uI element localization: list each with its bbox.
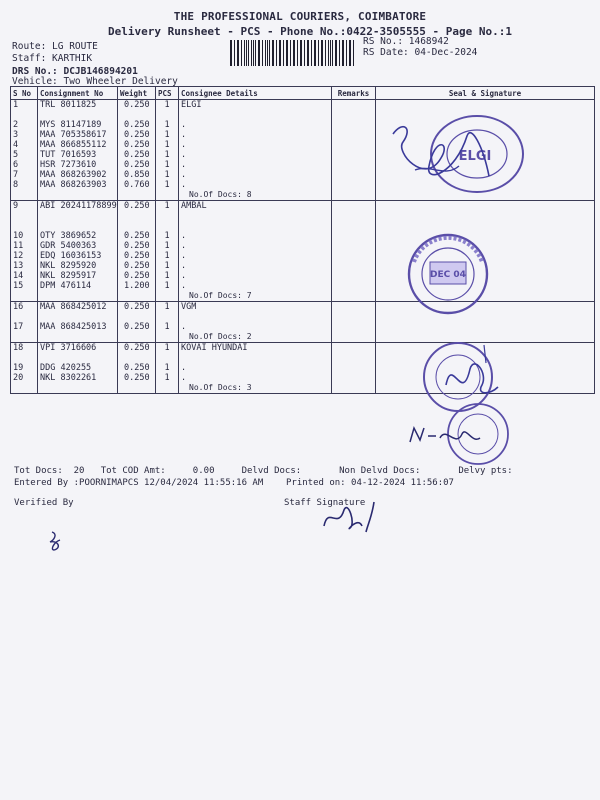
consignment-number: NKL 8295917 [40, 271, 97, 281]
weight-value: 0.250 [124, 100, 150, 110]
pcs-value: 1 [164, 150, 170, 160]
barcode-bar [237, 40, 238, 66]
serial-number: 19 [13, 363, 24, 373]
cell-pcs [156, 201, 179, 302]
pcs-value: 1 [164, 281, 170, 291]
barcode-bar [279, 40, 280, 66]
consignment-number: MAA 705358617 [40, 130, 107, 140]
serial-number: 1 [13, 100, 19, 110]
cell-remarks [332, 201, 376, 302]
col-remarks: Remarks [332, 87, 376, 100]
svg-text:DEC 04: DEC 04 [430, 270, 466, 280]
pcs-value: 1 [164, 241, 170, 251]
cell-consignee [179, 201, 332, 302]
consignment-number: MAA 868425012 [40, 302, 107, 312]
spacer [158, 221, 176, 231]
spacer [124, 312, 153, 322]
staff-signature-label: Staff Signature [284, 498, 366, 508]
spacer [124, 383, 153, 393]
consignment-number: DPM 476114 [40, 281, 92, 291]
consignee-dot: . [181, 373, 187, 383]
weight-value: 0.250 [124, 231, 150, 241]
rs-date: RS Date: 04-Dec-2024 [363, 47, 478, 58]
spacer [181, 110, 329, 120]
spacer [13, 383, 35, 393]
spacer [40, 291, 115, 301]
weight-value: 0.250 [124, 160, 150, 170]
serial-number: 11 [13, 241, 24, 251]
consignee-dot: . [181, 180, 187, 190]
serial-number: 15 [13, 281, 24, 291]
consignee-name: VGM [181, 302, 197, 312]
spacer [40, 383, 115, 393]
col-sno: S No [11, 87, 38, 100]
cell-consignee [179, 100, 332, 201]
spacer [13, 353, 35, 363]
svg-text:ELGI: ELGI [458, 149, 492, 164]
no-of-docs: No.Of Docs: 7 [189, 291, 252, 300]
weight-value: 0.250 [124, 271, 150, 281]
consignment-number: MAA 868263903 [40, 180, 107, 190]
pcs-value: 1 [164, 201, 170, 211]
cell-weight [118, 201, 156, 302]
spacer [40, 190, 115, 200]
spacer [158, 211, 176, 221]
consignee-name: KOVAI HYUNDAI [181, 343, 248, 353]
weight-value: 0.250 [124, 150, 150, 160]
weight-value: 0.250 [124, 201, 150, 211]
pcs-value: 1 [164, 251, 170, 261]
cell-pcs [156, 302, 179, 343]
cell-remarks [332, 302, 376, 343]
route-label: Route: LG ROUTE [12, 41, 98, 52]
consignment-number: OTY 3869652 [40, 231, 97, 241]
spacer [158, 312, 176, 322]
barcode-bar [343, 40, 344, 66]
serial-number: 6 [13, 160, 19, 170]
cell-weight [118, 302, 156, 343]
serial-number: 2 [13, 120, 19, 130]
pcs-value: 1 [164, 160, 170, 170]
pcs-value: 1 [164, 130, 170, 140]
pcs-value: 1 [164, 261, 170, 271]
barcode-bar [328, 40, 329, 66]
weight-value: 0.250 [124, 373, 150, 383]
consignee-dot: . [181, 150, 187, 160]
spacer [124, 291, 153, 301]
spacer [40, 211, 115, 221]
spacer [13, 211, 35, 221]
barcode [230, 40, 356, 66]
pcs-value: 1 [164, 231, 170, 241]
vehicle-label: Vehicle: Two Wheeler Delivery [12, 76, 178, 87]
weight-value: 0.250 [124, 120, 150, 130]
weight-value: 0.760 [124, 180, 150, 190]
consignee-dot: . [181, 170, 187, 180]
elgi-stamp-signature [385, 106, 535, 198]
spacer [13, 332, 35, 342]
consignee-dot: . [181, 160, 187, 170]
spacer [13, 110, 35, 120]
consignment-number: MAA 868425013 [40, 322, 107, 332]
weight-value: 0.250 [124, 322, 150, 332]
staff-label: Staff: KARTHIK [12, 53, 93, 64]
consignee-dot: . [181, 271, 187, 281]
consignee-name: ELGI [181, 100, 202, 110]
spacer [124, 221, 153, 231]
cell-weight [118, 100, 156, 201]
weight-value: 0.250 [124, 251, 150, 261]
consignment-number: MYS 81147189 [40, 120, 102, 130]
cell-pcs [156, 343, 179, 394]
verified-by-label: Verified By [14, 498, 74, 508]
cell-sno [11, 201, 38, 302]
col-weight: Weight [118, 87, 156, 100]
consignment-number: TRL 8011825 [40, 100, 97, 110]
spacer [124, 353, 153, 363]
spacer [13, 312, 35, 322]
staff-signature [316, 496, 386, 536]
consignee-dot: . [181, 322, 187, 332]
spacer [13, 221, 35, 231]
consignment-number: MAA 866855112 [40, 140, 107, 150]
barcode-bar [311, 40, 312, 66]
consignee-dot: . [181, 241, 187, 251]
pcs-value: 1 [164, 140, 170, 150]
col-seal: Seal & Signature [376, 87, 595, 100]
cell-cons [38, 302, 118, 343]
spacer [181, 221, 329, 231]
col-pcs: PCS [156, 87, 179, 100]
consignment-number: NKL 8302261 [40, 373, 97, 383]
consignment-number: VPI 3716606 [40, 343, 97, 353]
serial-number: 18 [13, 343, 24, 353]
rs-number: RS No.: 1468942 [363, 36, 449, 47]
drs-number: DRS No.: DCJB146894201 [12, 66, 138, 77]
spacer [40, 353, 115, 363]
serial-number: 16 [13, 302, 24, 312]
pcs-value: 1 [164, 302, 170, 312]
pcs-value: 1 [164, 271, 170, 281]
serial-number: 4 [13, 140, 19, 150]
consignee-dot: . [181, 251, 187, 261]
no-of-docs: No.Of Docs: 2 [189, 332, 252, 341]
col-consignee: Consignee Details [179, 87, 332, 100]
printed-on: Printed on: 04-12-2024 11:56:07 [286, 478, 454, 488]
consignment-number: NKL 8295920 [40, 261, 97, 271]
spacer [40, 110, 115, 120]
serial-number: 20 [13, 373, 24, 383]
serial-number: 12 [13, 251, 24, 261]
serial-number: 14 [13, 271, 24, 281]
pcs-value: 1 [164, 363, 170, 373]
cell-remarks [332, 343, 376, 394]
spacer [124, 332, 153, 342]
cell-sno [11, 343, 38, 394]
consignee-dot: . [181, 130, 187, 140]
weight-value: 0.250 [124, 343, 150, 353]
weight-value: 0.250 [124, 261, 150, 271]
table-header-row [11, 87, 595, 100]
barcode-bar [265, 40, 266, 66]
company-name: THE PROFESSIONAL COURIERS, COIMBATORE [173, 10, 427, 23]
consignment-number: TUT 7016593 [40, 150, 97, 160]
spacer [181, 211, 329, 221]
serial-number: 7 [13, 170, 19, 180]
pcs-value: 1 [164, 120, 170, 130]
cell-weight [118, 343, 156, 394]
consignment-number: ABI 20241178899 [40, 201, 117, 211]
entered-by: Entered By :POORNIMAPCS 12/04/2024 11:55:16 AM [14, 478, 264, 488]
consignment-number: HSR 7273610 [40, 160, 97, 170]
pcs-value: 1 [164, 322, 170, 332]
spacer [40, 221, 115, 231]
spacer [40, 312, 115, 322]
cell-cons [38, 201, 118, 302]
pcs-value: 1 [164, 343, 170, 353]
weight-value: 0.250 [124, 363, 150, 373]
runsheet-title: Delivery Runsheet - PCS - Phone No.:0422-3505555 - Page No.:1 [108, 25, 512, 38]
spacer [40, 332, 115, 342]
spacer [158, 332, 176, 342]
consignment-number: EDQ 16036153 [40, 251, 102, 261]
consignee-name: AMBAL [181, 201, 207, 211]
weight-value: 0.250 [124, 140, 150, 150]
barcode-bar [248, 40, 249, 66]
col-consignment: Consignment No [38, 87, 118, 100]
cell-sno [11, 302, 38, 343]
spacer [158, 110, 176, 120]
serial-number: 5 [13, 150, 19, 160]
weight-value: 1.200 [124, 281, 150, 291]
cell-consignee [179, 343, 332, 394]
cell-consignee [179, 302, 332, 343]
no-of-docs: No.Of Docs: 8 [189, 190, 252, 199]
consignee-dot: . [181, 120, 187, 130]
no-of-docs: No.Of Docs: 3 [189, 383, 252, 392]
hyundai-stamp-signature [402, 398, 512, 466]
weight-value: 0.850 [124, 170, 150, 180]
verifier-signature [44, 528, 70, 554]
spacer [124, 110, 153, 120]
pcs-value: 1 [164, 180, 170, 190]
consignee-dot: . [181, 281, 187, 291]
cell-sno [11, 100, 38, 201]
spacer [158, 190, 176, 200]
barcode-bar [294, 40, 295, 66]
spacer [181, 312, 329, 322]
serial-number: 13 [13, 261, 24, 271]
spacer [124, 190, 153, 200]
spacer [158, 353, 176, 363]
spacer [124, 211, 153, 221]
weight-value: 0.250 [124, 130, 150, 140]
serial-number: 3 [13, 130, 19, 140]
consignee-dot: . [181, 363, 187, 373]
spacer [181, 353, 329, 363]
weight-value: 0.250 [124, 241, 150, 251]
pcs-value: 1 [164, 100, 170, 110]
consignment-number: DDG 420255 [40, 363, 92, 373]
spacer [158, 291, 176, 301]
consignee-dot: . [181, 261, 187, 271]
consignment-number: GDR 5400363 [40, 241, 97, 251]
consignment-number: MAA 868263902 [40, 170, 107, 180]
pcs-value: 1 [164, 170, 170, 180]
ambal-stamp [400, 232, 498, 316]
cell-remarks [332, 100, 376, 201]
weight-value: 0.250 [124, 302, 150, 312]
pcs-value: 1 [164, 373, 170, 383]
consignee-dot: . [181, 231, 187, 241]
serial-number: 17 [13, 322, 24, 332]
cell-cons [38, 343, 118, 394]
totals-line: Tot Docs: 20 Tot COD Amt: 0.00 Delvd Docs: Non Delvd Docs: Delvy pts: [14, 466, 513, 476]
serial-number: 9 [13, 201, 19, 211]
consignee-dot: . [181, 140, 187, 150]
spacer [158, 383, 176, 393]
cell-pcs [156, 100, 179, 201]
serial-number: 10 [13, 231, 24, 241]
serial-number: 8 [13, 180, 19, 190]
cell-cons [38, 100, 118, 201]
spacer [13, 190, 35, 200]
spacer [13, 291, 35, 301]
consignee-group-row [11, 201, 595, 302]
